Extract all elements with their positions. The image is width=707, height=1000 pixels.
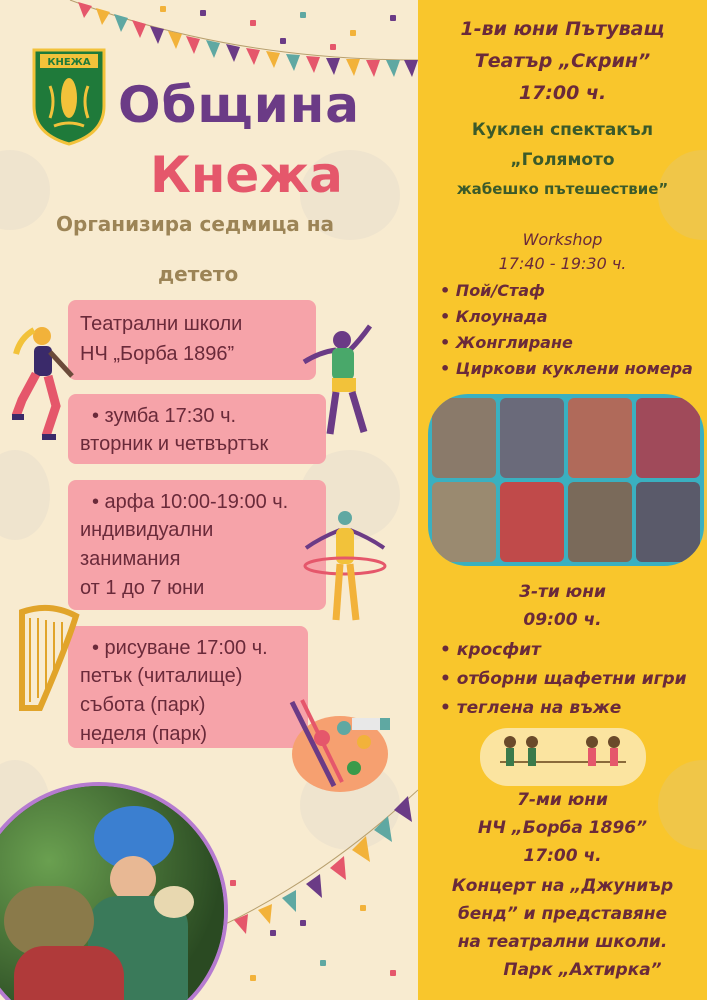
harp-line-3: занимания (80, 548, 181, 570)
workshop-time: 17:40 - 19:30 ч. (498, 254, 627, 273)
workshop-title: Workshop (522, 230, 603, 249)
harp-icon (10, 598, 84, 716)
june7-time: 17:00 ч. (523, 846, 602, 866)
draw-line-3: събота (парк) (80, 694, 206, 716)
harp-line-4: от 1 до 7 юни (80, 577, 205, 599)
performer-photo (432, 398, 496, 478)
title-obshtina: Община (118, 76, 361, 134)
puppet-line3: жабешко пътешествие” (456, 180, 669, 198)
puppet-line1: Куклен спектакъл (471, 120, 654, 140)
right-panel (418, 0, 707, 1000)
workshop-item: • Пой/Стаф (440, 278, 693, 304)
schools-heading-1: Театрални школи (80, 313, 243, 335)
concert-line2: бенд” и представяне (457, 904, 668, 924)
performer-photo (500, 398, 564, 478)
hula-hoop-girl-illustration-icon (300, 508, 390, 628)
tug-of-war-illustration-icon (480, 728, 646, 786)
june1-line1: 1-ви юни Пътуващ (460, 18, 665, 40)
title-knezha: Кнежа (150, 146, 343, 204)
june3-item: • кросфит (440, 636, 687, 665)
workshop-list (440, 278, 693, 382)
draw-line-1: • рисуване 17:00 ч. (92, 637, 268, 659)
june3-item: • отборни щафетни игри (440, 665, 687, 694)
workshop-item: • Жонглиране (440, 330, 693, 356)
june3-item: • теглена на въже (440, 694, 687, 723)
june7-title: 7-ми юни (517, 790, 608, 810)
june3-time: 09:00 ч. (523, 610, 602, 630)
performer-photo (568, 482, 632, 562)
performer-photo (500, 482, 564, 562)
harp-line-2: индивидуални (80, 519, 214, 541)
performer-photo (636, 398, 700, 478)
june3-list (440, 636, 687, 723)
theater-photo-puppet (0, 782, 228, 1000)
concert-line4: Парк „Ахтирка” (503, 960, 662, 980)
puppet-line2: „Голямото (510, 150, 615, 170)
workshop-item: • Клоунада (440, 304, 693, 330)
crest-text: КНЕЖА (47, 57, 91, 68)
performer-photo (568, 398, 632, 478)
municipality-crest-logo (30, 46, 108, 146)
workshop-item: • Циркови куклени номера (440, 356, 693, 382)
dancer-green-illustration-icon (300, 322, 380, 442)
watermark-logo (0, 150, 50, 230)
zumba-line-1: • зумба 17:30 ч. (92, 405, 237, 427)
performer-photo (432, 482, 496, 562)
dancer-illustration-icon (10, 320, 80, 450)
draw-line-4: неделя (парк) (80, 723, 208, 745)
harp-line-1: • арфа 10:00-19:00 ч. (92, 491, 289, 513)
june1-time: 17:00 ч. (518, 82, 607, 104)
subtitle-organizes: Организира седмица на (56, 212, 335, 236)
watermark-logo (0, 450, 50, 540)
june1-line2: Театър „Скрин” (474, 50, 651, 72)
june3-title: 3-ти юни (519, 582, 606, 602)
subtitle-child: детето (158, 262, 239, 286)
schools-heading-2: НЧ „Борба 1896” (80, 343, 235, 365)
performer-photo (636, 482, 700, 562)
concert-line3: на театрални школи. (457, 932, 668, 952)
zumba-line-2: вторник и четвъртък (80, 433, 269, 455)
concert-line1: Концерт на „Джуниър (451, 876, 674, 896)
performers-photo-grid (428, 394, 704, 566)
june7-place: НЧ „Борба 1896” (477, 818, 648, 838)
draw-line-2: петък (читалище) (80, 665, 243, 687)
